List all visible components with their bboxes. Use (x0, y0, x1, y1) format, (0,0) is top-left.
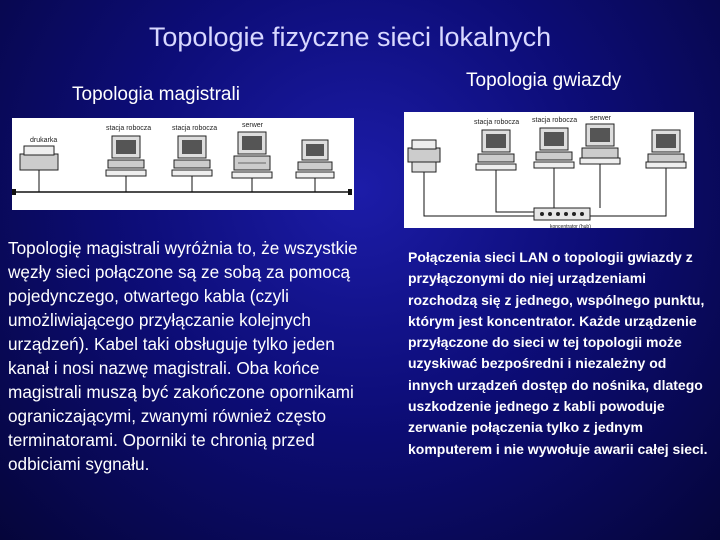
bus-topology-heading: Topologia magistrali (72, 84, 240, 105)
workstation-icon (172, 136, 212, 192)
terminator-left (12, 189, 16, 195)
server-label: serwer (590, 115, 612, 122)
workstation-icon (646, 130, 686, 168)
workstation-1-label: stacja robocza (106, 125, 152, 132)
bus-topology-description: Topologię magistrali wyróżnia to, że wszystkie węzły sieci połączone są ze sobą za pomocą pojedynczego, otwartego kabla (czyli umożliwiającego przyłączanie kolejnych urządzeń). Kabel taki obsługuje tylko jeden kanał i nosi nazwę magistrali. Oba końce magistrali muszą być zakończone opornikami ograniczającymi, zwanymi również często terminatorami. Oporniki te chronią przed odbiciami sygnału. (8, 238, 358, 474)
server-icon (580, 124, 620, 164)
workstation-icon (296, 140, 334, 192)
bus-topology-diagram (12, 118, 354, 210)
star-topology-diagram (404, 112, 694, 228)
hub-label: koncentrator (hub) (550, 224, 591, 228)
server-label: serwer (242, 122, 264, 129)
star-topology-heading: Topologia gwiazdy (466, 70, 622, 91)
workstation-icon (476, 130, 516, 170)
workstation-icon (534, 128, 574, 168)
workstation-icon (106, 136, 146, 192)
star-topology-description: Połączenia sieci LAN o topologii gwiazdy z przyłączonymi do niej urządzeniami rozchodzą się z jednego, wspólnego punktu, którym jest koncentrator. Każde urządzenie przyłączone do sieci w tej topologii może uzyskiwać bezpośredni i niezależny od innych urządzeń dostęp do nośnika, dlatego uszkodzenie jednego z kabli powoduje zerwanie połączenia tylko z jednym komputerem i nie wywołuje awarii całej sieci. (408, 249, 708, 457)
hub-icon (534, 208, 590, 220)
workstation-2-label: stacja robocza (532, 117, 578, 124)
printer-icon (20, 146, 58, 192)
workstation-2-label: stacja robocza (172, 125, 218, 132)
server-icon (232, 132, 272, 192)
printer-icon (408, 140, 440, 172)
printer-label: drukarka (30, 137, 58, 144)
slide-title: Topologie fizyczne sieci lokalnych (148, 22, 552, 52)
workstation-1-label: stacja robocza (474, 119, 520, 126)
terminator-right (348, 189, 352, 195)
